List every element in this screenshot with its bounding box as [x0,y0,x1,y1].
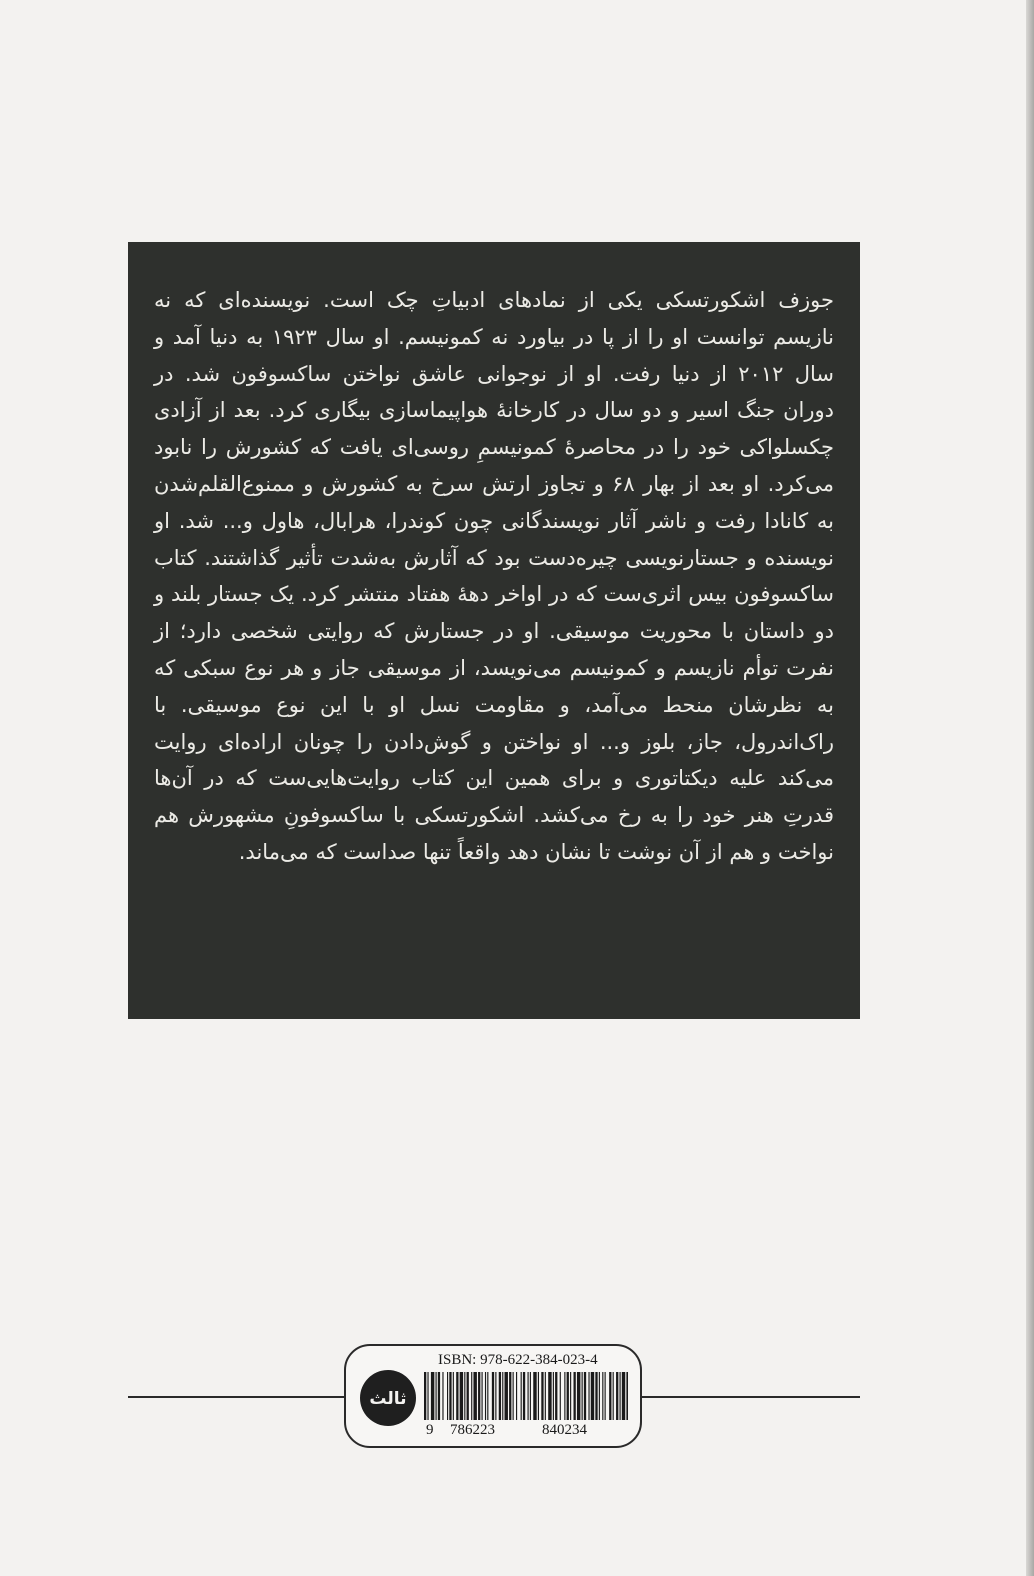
spine-edge [1026,0,1034,1576]
barcode-bar [541,1372,543,1420]
barcode-bar [582,1372,583,1420]
barcode-icon [424,1372,628,1420]
barcode-bar [553,1372,554,1420]
barcode-bar [577,1372,580,1420]
barcode-bar [555,1372,557,1420]
barcode-bar [453,1372,454,1420]
barcode-bar [509,1372,511,1420]
barcode-bar [595,1372,597,1420]
barcode-bar [505,1372,508,1420]
barcode-bar [431,1372,434,1420]
barcode-bar [616,1372,618,1420]
barcode-bar [605,1372,606,1420]
barcode-frame [344,1344,642,1448]
barcode-bar [574,1372,576,1420]
publisher-logo-mark [360,1370,416,1426]
barcode-bar [464,1372,465,1420]
barcode-bar [471,1372,472,1420]
barcode-bar [473,1372,476,1420]
barcode-bar [530,1372,531,1420]
barcode-bar [609,1372,611,1420]
barcode-bar [442,1372,443,1420]
barcode-bar [620,1372,621,1420]
barcode-bar [523,1372,525,1420]
barcode-bar [499,1372,501,1420]
barcode-bar [482,1372,483,1420]
barcode-bar [495,1372,496,1420]
publisher-logo-icon [360,1370,416,1426]
barcode-digits-left: 786223 [450,1422,495,1438]
blurb-text: جوزف اشکورتسکی یکی از نمادهای ادبیاتِ چک است. نویسنده‌ای که نه نازیسم توانست او را از پا در بیاورد نه کمونیسم. او سال ۱۹۲۳ به دنیا آمد و سال ۲۰۱۲ از دنیا رفت. او از نوجوانی عاشق نواختن ساکسوفون شد. در دوران جنگ اسیر و دو سال در کارخانهٔ هواپیماسازی بیگاری کرد. بعد از آزادی چکسلواکی خود را در محاصرهٔ کمونیسمِ روسی‌ای یافت که کشورش را نابود می‌کرد. او بعد از بهار ۶۸ و تجاوز ارتش سرخ به کشورش و ممنوع‌القلم‌شدن به کانادا رفت و ناشر آثار نویسندگانی چون کوندرا، هرابال، هاول و... شد. او نویسنده و جستارنویسی چیره‌دست بود که آثارش به‌شدت تأثیر گذاشتند. کتاب ساکسوفون بیس اثری‌ست که در اواخر دههٔ هفتاد منتشر کرد. یک جستار بلند و دو داستان با محوریت موسیقی. او در جستارش که روایتی شخصی دارد؛ از نفرت توأم نازیسم و کمونیسم می‌نویسد، از موسیقی جاز و هر نوع سبکی که به نظرشان منحط می‌آمد، و مقاومت نسل او با این نوع موسیقی. با راک‌اندرول، جاز، بلوز و... او نواختن و گوش‌دادن را چونان اراده‌ای روایت می‌کند علیه دیکتاتوری و برای همین این کتاب روایت‌هایی‌ست که در آن‌ها قدرتِ هنر خود را به رخ می‌کشد. اشکورتسکی با ساکسوفونِ مشهورش هم نواخت و هم از آن نوشت تا نشان دهد واقعاً تنها صداست که می‌ماند. [154,288,835,864]
divider-right [640,1396,860,1398]
barcode-bar [424,1372,426,1420]
barcode-bar [560,1372,561,1420]
blurb-box [128,242,860,1019]
barcode-bar [487,1372,488,1420]
barcode-bar [584,1372,586,1420]
barcode-bar [492,1372,494,1420]
barcode-bar [533,1372,536,1420]
barcode-bar [564,1372,565,1420]
barcode-bar [456,1372,458,1420]
barcode-bar [626,1372,628,1420]
barcode-bar [478,1372,480,1420]
barcode-bar [485,1372,486,1420]
barcode-bar [528,1372,529,1420]
barcode-bar [438,1372,440,1420]
barcode-bar [622,1372,625,1420]
barcode-bar [570,1372,571,1420]
barcode-bar [545,1372,546,1420]
barcode-bar [427,1372,428,1420]
barcode-digits-right: 840234 [542,1422,587,1438]
barcode-bar [516,1372,517,1420]
barcode-bar [521,1372,522,1420]
barcode-digit-first: 9 [426,1422,434,1438]
barcode-bar [588,1372,589,1420]
publisher-logo-text: ثالث [369,1389,407,1409]
barcode-bar [591,1372,594,1420]
barcode-bar [548,1372,551,1420]
barcode-bar [460,1372,463,1420]
barcode-bar [567,1372,569,1420]
barcode-bar [538,1372,539,1420]
barcode-bar [447,1372,448,1420]
barcode-bar [613,1372,614,1420]
barcode-bar [599,1372,600,1420]
isbn-label: ISBN: 978-622-384-023-4 [438,1352,598,1368]
divider-left [128,1396,346,1398]
barcode-bar [436,1372,437,1420]
barcode-bar [467,1372,469,1420]
barcode-bar [502,1372,503,1420]
barcode-bar [602,1372,603,1420]
barcode-bar [449,1372,451,1420]
barcode-bar [513,1372,514,1420]
